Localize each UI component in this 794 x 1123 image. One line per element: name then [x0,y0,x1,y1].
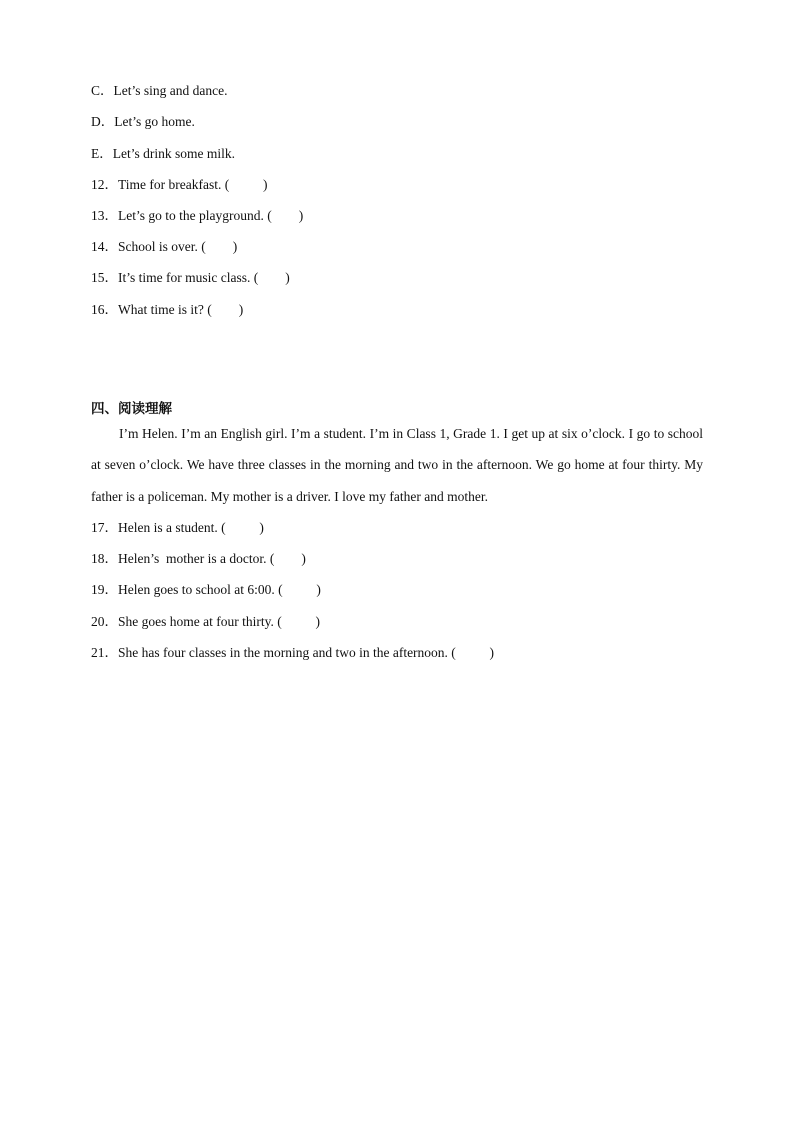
question-14: 14．School is over. ( ) [91,239,238,254]
question-12: 12．Time for breakfast. ( ) [91,177,268,192]
option-c: C．Let’s sing and dance. [91,83,228,98]
question-20: 20．She goes home at four thirty. ( ) [91,614,320,629]
section-title: 四、阅读理解 [91,401,172,417]
question-21: 21．She has four classes in the morning and two in the afternoon. ( ) [91,645,495,660]
question-13: 13．Let’s go to the playground. ( ) [91,208,304,223]
question-18: 18．Helen’s mother is a doctor. ( ) [91,551,306,566]
question-15: 15．It’s time for music class. ( ) [91,270,290,285]
reading-passage: I’m Helen. I’m an English girl. I’m a student. I’m in Class 1, Grade 1. I get up at six o’clock. I go to school at seven o’clock. We have three classes in the morning and two in the afternoon. We go home at four thirty. My father is a policeman. My mother is a driver. I love my father and mother. [91,426,703,504]
question-16: 16．What time is it? ( ) [91,302,244,317]
option-e: E．Let’s drink some milk. [91,146,235,161]
option-d: D．Let’s go home. [91,114,195,129]
question-19: 19．Helen goes to school at 6:00. ( ) [91,582,321,597]
question-17: 17．Helen is a student. ( ) [91,520,264,535]
